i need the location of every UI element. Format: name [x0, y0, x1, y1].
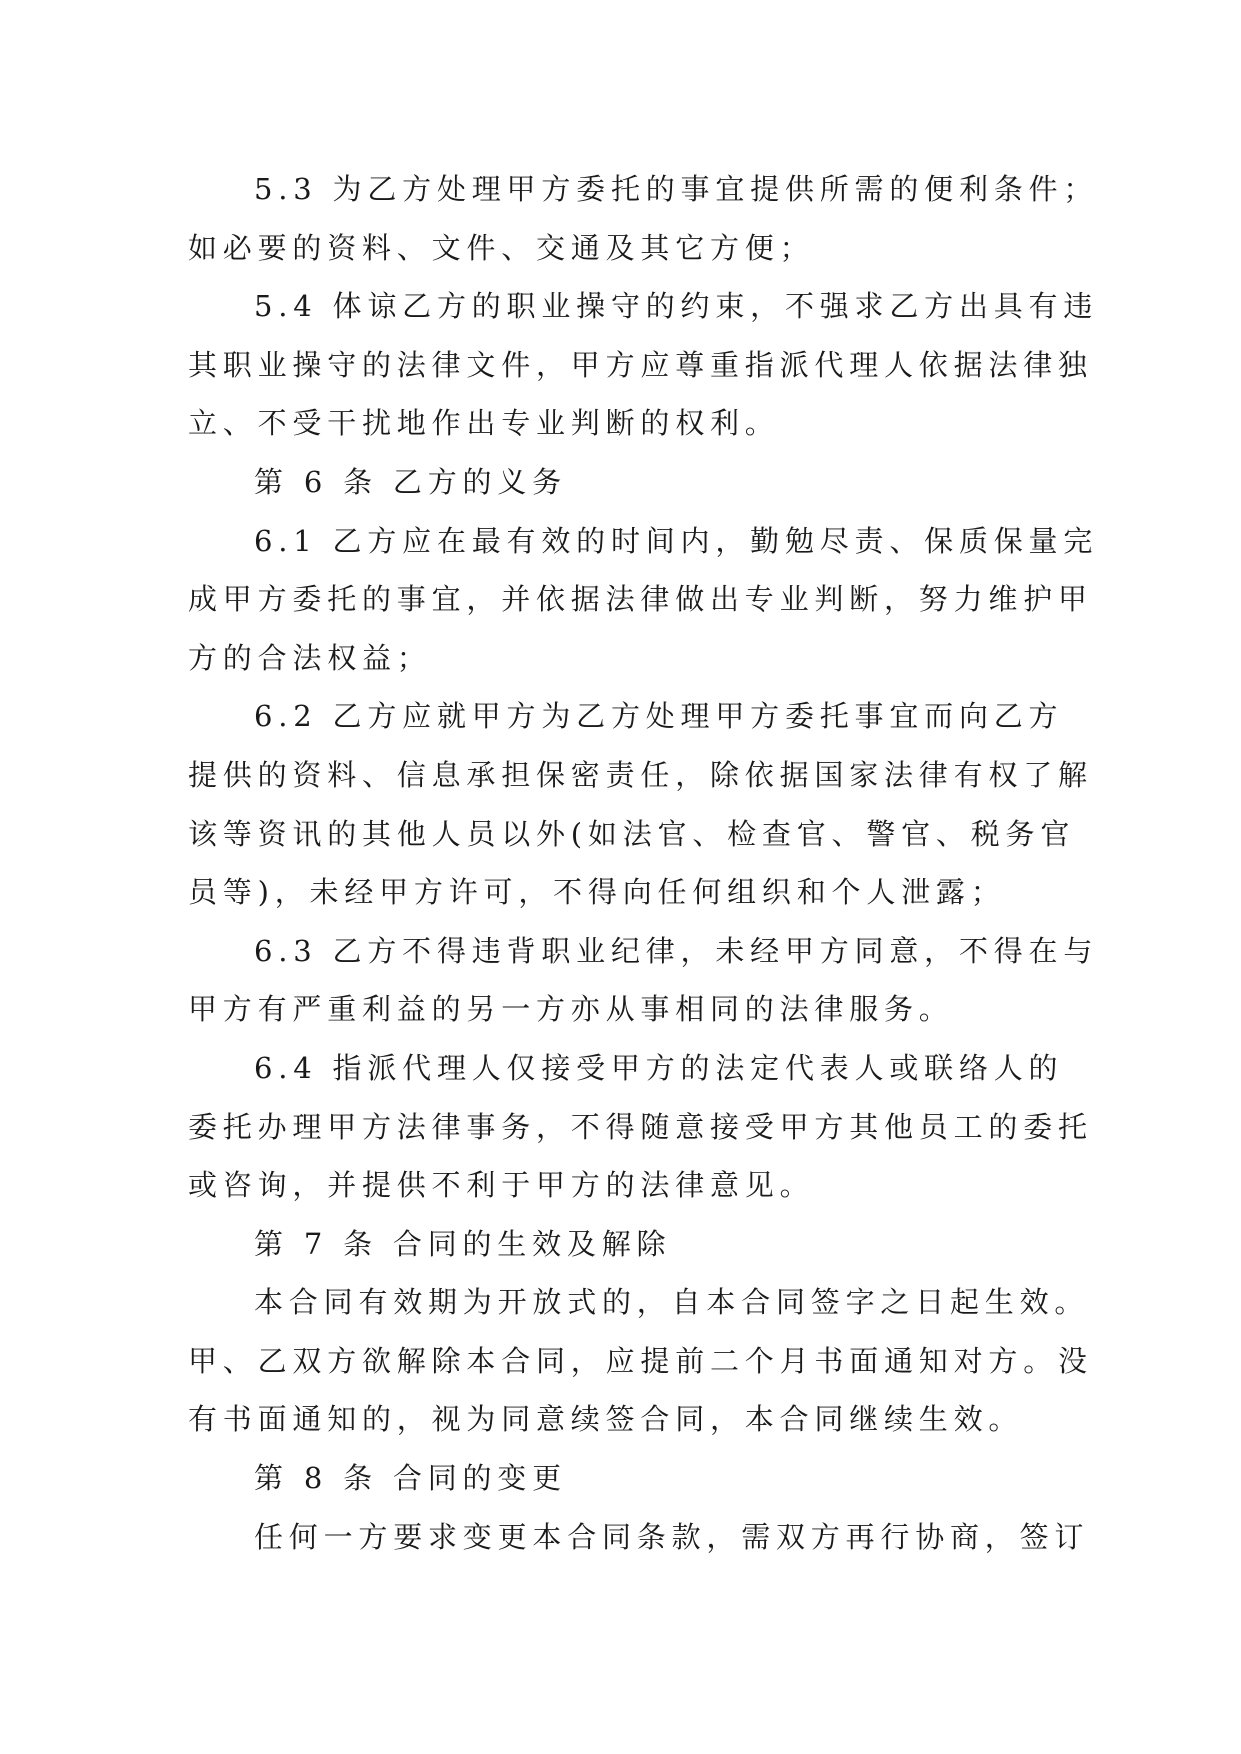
text-line: 第 6 条 乙方的义务 — [254, 464, 567, 499]
text-line: 有书面通知的，视为同意续签合同，本合同继续生效。 — [188, 1402, 1024, 1437]
text-line: 立、不受干扰地作出专业判断的权利。 — [188, 406, 780, 441]
text-line: 该等资讯的其他人员以外(如法官、检查官、警官、税务官 — [188, 816, 1076, 851]
text-line: 如必要的资料、文件、交通及其它方便； — [188, 230, 815, 265]
text-line: 方的合法权益； — [188, 640, 432, 675]
text-line: 其职业操守的法律文件，甲方应尊重指派代理人依据法律独 — [188, 347, 1093, 382]
text-line: 提供的资料、信息承担保密责任，除依据国家法律有权了解 — [188, 757, 1093, 792]
text-line: 6.2 乙方应就甲方为乙方处理甲方委托事宜而向乙方 — [254, 699, 1064, 734]
text-line: 5.3 为乙方处理甲方委托的事宜提供所需的便利条件； — [254, 172, 1099, 206]
text-line: 5.4 体谅乙方的职业操守的约束，不强求乙方出具有违 — [254, 289, 1099, 324]
text-line: 6.4 指派代理人仅接受甲方的法定代表人或联络人的 — [254, 1050, 1064, 1085]
text-line: 或咨询，并提供不利于甲方的法律意见。 — [188, 1168, 815, 1203]
text-line: 6.1 乙方应在最有效的时间内，勤勉尽责、保质保量完 — [254, 523, 1099, 558]
text-line: 本合同有效期为开放式的，自本合同签字之日起生效。 — [254, 1285, 1090, 1320]
document-body — [188, 160, 1099, 1566]
text-line: 任何一方要求变更本合同条款，需双方再行协商，签订 — [254, 1519, 1090, 1554]
text-line: 第 8 条 合同的变更 — [254, 1461, 567, 1496]
text-line: 6.3 乙方不得违背职业纪律，未经甲方同意，不得在与 — [254, 933, 1099, 968]
text-line: 甲方有严重利益的另一方亦从事相同的法律服务。 — [188, 992, 954, 1027]
text-line: 甲、乙双方欲解除本合同，应提前二个月书面通知对方。没 — [188, 1343, 1093, 1378]
text-line: 成甲方委托的事宜，并依据法律做出专业判断，努力维护甲 — [188, 582, 1093, 617]
text-line: 委托办理甲方法律事务，不得随意接受甲方其他员工的委托 — [188, 1109, 1093, 1144]
text-line: 第 7 条 合同的生效及解除 — [254, 1226, 672, 1261]
text-line: 员等)，未经甲方许可，不得向任何组织和个人泄露； — [188, 875, 1006, 910]
